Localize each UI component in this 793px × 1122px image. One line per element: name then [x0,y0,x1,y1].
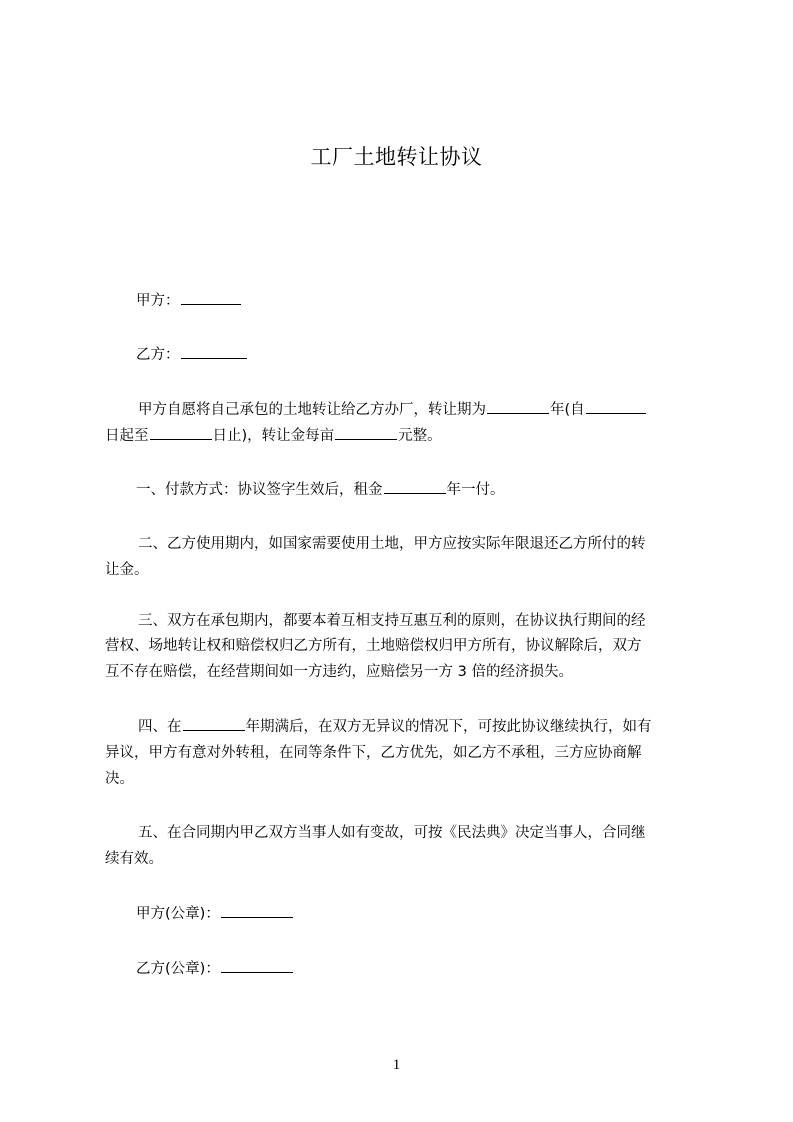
clause-5-line-1: 五、在合同期内甲乙双方当事人如有变故，可按《民法典》决定当事人，合同继 [138,825,646,841]
clause-2-line-1: 二、乙方使用期内，如国家需要使用土地，甲方应按实际年限退还乙方所付的转 [138,536,646,552]
party-b-line [105,343,701,367]
party-b-label: 乙方： [136,347,180,363]
intro-line-1 [105,398,701,422]
intro-text-1b: 年(自 [550,402,585,418]
clause-4-text-a: 四、在 [138,719,182,735]
party-a-blank [181,290,241,305]
intro-line-2 [105,424,701,448]
term-years-blank [183,716,245,731]
clause-4-line-2: 异议，甲方有意对外转租，在同等条件下，乙方优先，如乙方不承租，三方应协商解 [105,745,642,761]
clause-4-line-1 [105,715,701,739]
payment-period-blank [384,479,446,494]
clause-1-text-a: 一、付款方式：协议签字生效后，租金 [136,482,383,498]
intro-text-2a: 日起至 [105,428,149,444]
party-a-label: 甲方： [136,293,180,309]
clause-4-line-3: 决。 [105,771,134,787]
page-number: 1 [392,1057,401,1073]
clause-2-line-2: 让金。 [105,562,149,578]
start-date-blank [586,399,646,414]
party-b-seal-line [105,957,701,981]
party-b-seal-blank [221,958,293,973]
party-a-line [105,289,701,313]
party-a-seal-label: 甲方(公章)： [136,906,220,922]
clause-1-text-b: 年一付。 [446,482,505,498]
clause-3-line-1: 三、双方在承包期内，都要本着互相支持互惠互利的原则，在协议执行期间的经 [138,613,646,629]
party-a-seal-blank [221,903,293,918]
party-b-blank [181,344,247,359]
clause-3-line-3: 互不存在赔偿，在经营期间如一方违约，应赔偿另一方 3 倍的经济损失。 [105,664,573,680]
clause-1-line [105,478,701,502]
price-per-mu-blank [335,425,397,440]
clause-4-text-b: 年期满后，在双方无异议的情况下，可按此协议继续执行，如有 [245,719,652,735]
end-date-blank [150,425,212,440]
document-title: 工厂土地转让协议 [310,145,483,169]
clause-3-line-2: 营权、场地转让权和赔偿权归乙方所有，土地赔偿权归甲方所有，协议解除后，双方 [105,638,642,654]
party-b-seal-label: 乙方(公章)： [136,961,220,977]
party-a-seal-line [105,902,701,926]
intro-text-2b: 日止)，转让金每亩 [212,428,335,444]
clause-5-line-2: 续有效。 [105,851,163,867]
intro-text-1a: 甲方自愿将自己承包的土地转让给乙方办厂，转让期为 [138,402,486,418]
transfer-period-blank [487,399,549,414]
intro-text-2c: 元整。 [398,428,442,444]
